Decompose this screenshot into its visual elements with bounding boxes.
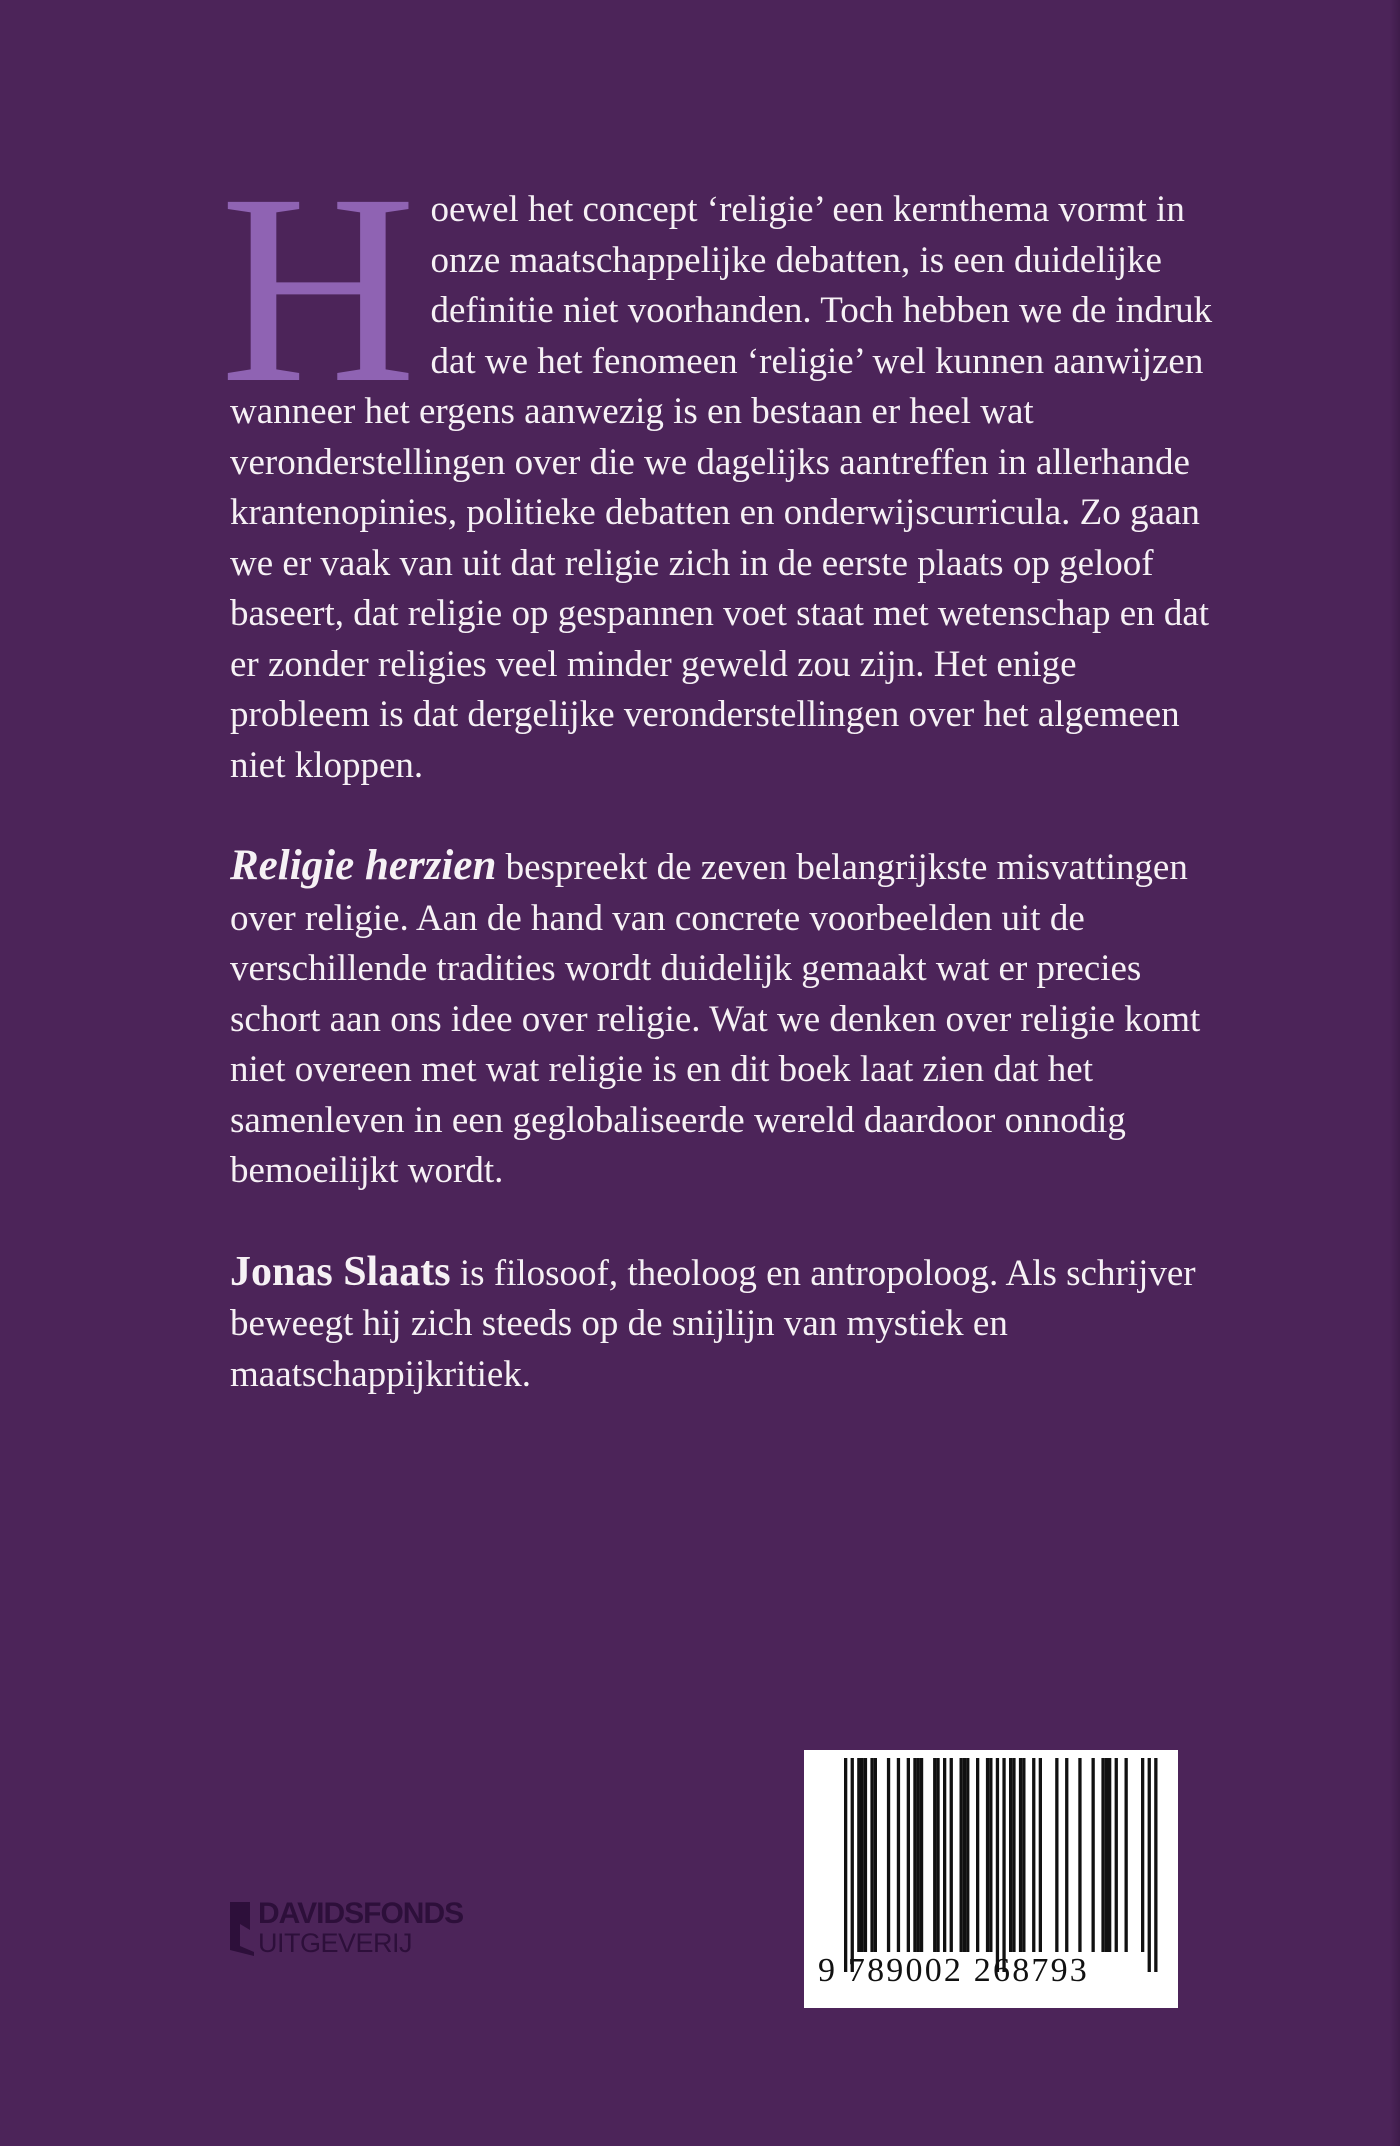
barcode-bar: [1012, 1758, 1015, 1952]
barcode-bar: [1078, 1758, 1081, 1952]
davidsfonds-logo-icon: [228, 1900, 258, 1956]
intro-text: oewel het concept ‘religie’ een kernthema vormt in onze maatschappelijke debatten, is een duidelijke definitie niet voorhanden. Toch hebben we de indruk dat we het fenomeen ‘religie’ wel kunnen aanwijzen wanneer het ergens aanwezig is en bestaan er heel wat veronderstellingen over die we dagelijks aantreffen in allerhande krantenopinies, politieke debatten en onderwijscurricula. Zo gaan we er vaak van uit dat religie zich in de eerste plaats op geloof baseert, dat religie op gespannen voet staat met wetenschap en dat er zonder religies veel minder geweld zou zijn. Het enige probleem is dat dergelijke veronderstellingen over het algemeen niet kloppen.: [230, 189, 1213, 786]
barcode-bar: [1154, 1758, 1157, 1972]
barcode-bar: [960, 1758, 963, 1952]
barcode-bar: [966, 1758, 969, 1952]
book-title: Religie herzien: [230, 842, 497, 889]
barcode-bar: [996, 1758, 999, 1972]
barcode-bar: [933, 1758, 936, 1952]
barcode-bar: [1032, 1758, 1035, 1952]
barcode-bar: [870, 1758, 873, 1952]
blurb-paragraph-author: [230, 1247, 1220, 1401]
barcode-bar: [1065, 1758, 1068, 1952]
barcode-bar: [1125, 1758, 1128, 1952]
barcode-bar: [917, 1758, 920, 1952]
barcode-bar: [1101, 1758, 1104, 1952]
blurb-paragraph-intro: [220, 138, 1220, 791]
barcode-bar: [986, 1758, 989, 1952]
barcode-bar: [976, 1758, 979, 1952]
barcode-bar: [1108, 1758, 1111, 1952]
barcode-bar: [936, 1758, 939, 1952]
barcode-bar: [913, 1758, 916, 1952]
barcode-bar: [1115, 1758, 1118, 1952]
barcode-bar: [989, 1758, 992, 1952]
barcode-bar: [950, 1758, 953, 1952]
barcode-bar: [1022, 1758, 1025, 1952]
publisher-logo: [228, 1898, 528, 1962]
author-bio: is filosoof, theoloog en antropoloog. Als schrijver beweegt hij zich steeds op de snijlijn van mystiek en maatschappijkritiek.: [230, 1252, 1196, 1395]
barcode-bar: [1055, 1758, 1058, 1952]
barcode-bar: [1105, 1758, 1108, 1952]
barcode-bar: [887, 1758, 890, 1952]
cover-edge: [1390, 0, 1400, 2146]
barcode-bar: [897, 1758, 900, 1952]
barcode-bar: [920, 1758, 923, 1952]
isbn-barcode: [804, 1750, 1178, 2008]
barcode-bar: [864, 1758, 867, 1952]
barcode-bar: [1092, 1758, 1095, 1952]
barcode-bar: [1002, 1758, 1005, 1972]
book-description: bespreekt de zeven belangrijkste misvattingen over religie. Aan de hand van concrete voorbeelden uit de verschillende tradities wordt duidelijk gemaakt wat er precies schort aan ons idee over religie. Wat we denken over religie komt niet overeen met wat religie is en dit boek laat zien dat het samenleven in een geglobaliseerde wereld daardoor onnodig bemoeilijkt wordt.: [230, 847, 1201, 1191]
barcode-bar: [1039, 1758, 1042, 1952]
barcode-bar: [907, 1758, 910, 1952]
publisher-name: DAVIDSFONDS: [258, 1897, 464, 1930]
barcode-bar: [1009, 1758, 1012, 1952]
blurb: [220, 138, 1220, 1400]
isbn-number: 9 789002 268793: [818, 1952, 1089, 1989]
barcode-bar: [1019, 1758, 1022, 1952]
barcode-bar: [1141, 1758, 1144, 1952]
barcode-bar: [943, 1758, 946, 1952]
barcode-bar: [874, 1758, 877, 1952]
barcode-bar: [844, 1758, 847, 1972]
publisher-subtitle: UITGEVERIJ: [258, 1928, 413, 1958]
barcode-bar: [963, 1758, 966, 1952]
author-name: Jonas Slaats: [230, 1248, 451, 1295]
barcode-bar: [851, 1758, 854, 1972]
barcode-bar: [857, 1758, 860, 1952]
drop-cap: H: [220, 138, 417, 439]
barcode-bar: [1148, 1758, 1151, 1972]
blurb-paragraph-book: [230, 841, 1220, 1197]
barcode-bar: [861, 1758, 864, 1952]
